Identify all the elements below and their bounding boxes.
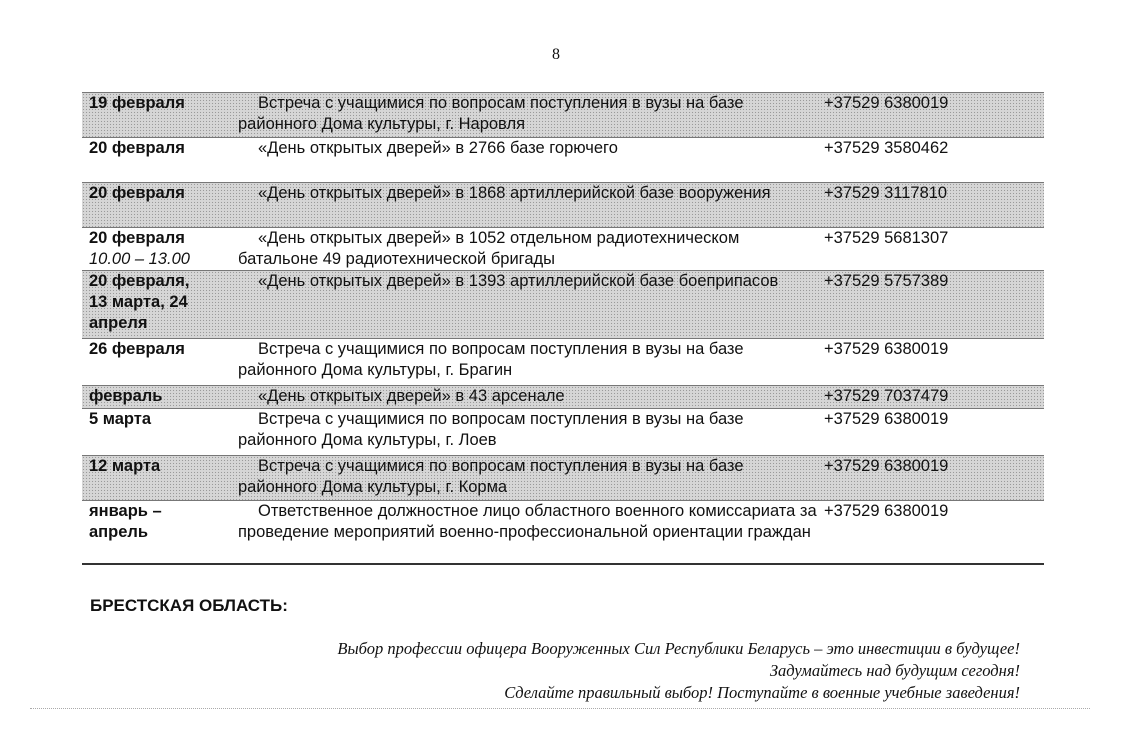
scan-artifact-line: [30, 708, 1090, 709]
contact-phone: +37529 6380019: [824, 457, 949, 475]
event-date: 5 марта: [89, 410, 152, 428]
table-row: [82, 137, 1044, 182]
table-row: [82, 500, 1044, 571]
events-table: [82, 92, 1044, 571]
contact-phone: +37529 6380019: [824, 410, 949, 428]
table-row: [82, 270, 1044, 338]
contact-phone: +37529 6380019: [824, 340, 949, 358]
contact-phone: +37529 3580462: [824, 139, 949, 157]
event-date: 20 февраля: [89, 184, 185, 202]
page-number: 8: [552, 46, 560, 63]
event-description: Ответственное должностное лицо областного военного комиссариата за проведение мероприятий военно-профессиональной ориентации граждан: [238, 502, 817, 541]
table-row: [82, 182, 1044, 227]
region-heading: БРЕСТСКАЯ ОБЛАСТЬ:: [90, 596, 288, 615]
table-row: [82, 408, 1044, 455]
event-date: февраль: [89, 387, 163, 405]
slogan-line-2: Задумайтесь над будущим сегодня!: [769, 661, 1020, 680]
table-bottom-rule: [82, 563, 1044, 565]
event-time: 10.00 – 13.00: [89, 250, 190, 268]
event-date: 20 февраля, 13 марта, 24 апреля: [89, 272, 190, 332]
event-date: 12 марта: [89, 457, 161, 475]
event-date: 20 февраля 10.00 – 13.00: [89, 228, 239, 270]
contact-phone: +37529 6380019: [824, 94, 949, 112]
event-description: «День открытых дверей» в 43 арсенале: [258, 387, 565, 405]
table-row: [82, 455, 1044, 500]
event-description: «День открытых дверей» в 1868 артиллерийской базе вооружения: [258, 184, 771, 202]
slogan: [337, 638, 1020, 704]
contact-phone: +37529 7037479: [824, 387, 949, 405]
event-date: январь – апрель: [89, 502, 162, 541]
slogan-line-1: Выбор профессии офицера Вооруженных Сил Республики Беларусь – это инвестиции в будущее!: [337, 639, 1020, 658]
event-description: «День открытых дверей» в 1393 артиллерийской базе боеприпасов: [258, 272, 779, 290]
table-row: [82, 227, 1044, 270]
event-description: Встреча с учащимися по вопросам поступления в вузы на базе районного Дома культуры, г. Наровля: [238, 94, 744, 133]
contact-phone: +37529 5757389: [824, 272, 949, 290]
table-row: [82, 338, 1044, 385]
contact-phone: +37529 5681307: [824, 229, 949, 247]
event-date: 20 февраля: [89, 139, 185, 157]
table-row: [82, 385, 1044, 408]
event-description: Встреча с учащимися по вопросам поступления в вузы на базе районного Дома культуры, г. Брагин: [238, 340, 744, 379]
event-description: «День открытых дверей» в 2766 базе горючего: [258, 139, 618, 157]
event-description: Встреча с учащимися по вопросам поступления в вузы на базе районного Дома культуры, г. Корма: [238, 457, 744, 496]
event-date: 19 февраля: [89, 94, 185, 112]
event-description: Встреча с учащимися по вопросам поступления в вузы на базе районного Дома культуры, г. Лоев: [238, 410, 744, 449]
table-row: [82, 92, 1044, 137]
event-date: 26 февраля: [89, 340, 185, 358]
event-description: «День открытых дверей» в 1052 отдельном радиотехническом батальоне 49 радиотехнической бригады: [238, 229, 740, 268]
slogan-line-3: Сделайте правильный выбор! Поступайте в военные учебные заведения!: [504, 683, 1020, 702]
contact-phone: +37529 3117810: [824, 184, 948, 202]
contact-phone: +37529 6380019: [824, 502, 949, 520]
